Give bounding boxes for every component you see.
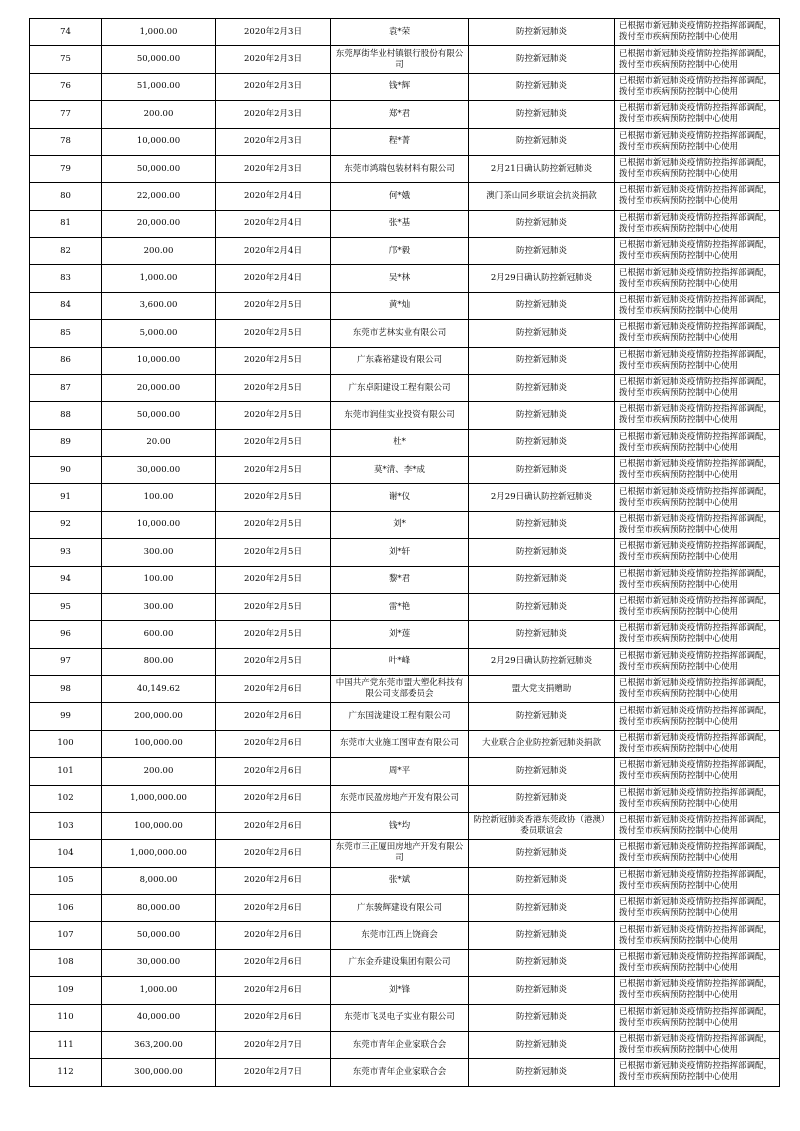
date-cell: 2020年2月6日 bbox=[216, 895, 331, 922]
row-number-cell: 95 bbox=[30, 593, 102, 620]
donor-cell: 袁*荣 bbox=[331, 19, 469, 46]
row-number-cell: 96 bbox=[30, 621, 102, 648]
amount-cell: 30,000.00 bbox=[102, 949, 216, 976]
fund-usage-cell: 已根据市新冠肺炎疫情防控指挥部调配，拨付至市疾病预防控制中心使用 bbox=[615, 539, 780, 566]
fund-usage-cell: 已根据市新冠肺炎疫情防控指挥部调配，拨付至市疾病预防控制中心使用 bbox=[615, 593, 780, 620]
fund-usage-cell: 已根据市新冠肺炎疫情防控指挥部调配，拨付至市疾病预防控制中心使用 bbox=[615, 320, 780, 347]
fund-usage-cell: 已根据市新冠肺炎疫情防控指挥部调配，拨付至市疾病预防控制中心使用 bbox=[615, 621, 780, 648]
table-row bbox=[30, 347, 780, 374]
fund-usage-cell: 已根据市新冠肺炎疫情防控指挥部调配，拨付至市疾病预防控制中心使用 bbox=[615, 840, 780, 867]
amount-cell: 40,000.00 bbox=[102, 1004, 216, 1031]
date-cell: 2020年2月4日 bbox=[216, 238, 331, 265]
purpose-cell: 防控新冠肺炎 bbox=[469, 128, 615, 155]
row-number-cell: 111 bbox=[30, 1031, 102, 1058]
fund-usage-cell: 已根据市新冠肺炎疫情防控指挥部调配，拨付至市疾病预防控制中心使用 bbox=[615, 1031, 780, 1058]
amount-cell: 200,000.00 bbox=[102, 703, 216, 730]
table-row bbox=[30, 922, 780, 949]
table-row bbox=[30, 648, 780, 675]
donor-cell: 广东骏辉建设有限公司 bbox=[331, 895, 469, 922]
purpose-cell: 防控新冠肺炎 bbox=[469, 73, 615, 100]
table-row bbox=[30, 429, 780, 456]
fund-usage-cell: 已根据市新冠肺炎疫情防控指挥部调配，拨付至市疾病预防控制中心使用 bbox=[615, 46, 780, 73]
row-number-cell: 82 bbox=[30, 238, 102, 265]
date-cell: 2020年2月5日 bbox=[216, 539, 331, 566]
row-number-cell: 108 bbox=[30, 949, 102, 976]
date-cell: 2020年2月5日 bbox=[216, 457, 331, 484]
purpose-cell: 防控新冠肺炎香港东莞政协（港澳）委员联谊会 bbox=[469, 812, 615, 839]
donor-cell: 刘* bbox=[331, 511, 469, 538]
amount-cell: 600.00 bbox=[102, 621, 216, 648]
donor-cell: 周*平 bbox=[331, 758, 469, 785]
amount-cell: 300.00 bbox=[102, 539, 216, 566]
date-cell: 2020年2月5日 bbox=[216, 566, 331, 593]
amount-cell: 800.00 bbox=[102, 648, 216, 675]
donor-cell: 东莞市民盈房地产开发有限公司 bbox=[331, 785, 469, 812]
purpose-cell: 2月29日确认防控新冠肺炎 bbox=[469, 265, 615, 292]
date-cell: 2020年2月7日 bbox=[216, 1031, 331, 1058]
date-cell: 2020年2月5日 bbox=[216, 429, 331, 456]
row-number-cell: 104 bbox=[30, 840, 102, 867]
amount-cell: 1,000.00 bbox=[102, 265, 216, 292]
amount-cell: 22,000.00 bbox=[102, 183, 216, 210]
donor-cell: 雷*艳 bbox=[331, 593, 469, 620]
purpose-cell: 防控新冠肺炎 bbox=[469, 374, 615, 401]
fund-usage-cell: 已根据市新冠肺炎疫情防控指挥部调配，拨付至市疾病预防控制中心使用 bbox=[615, 758, 780, 785]
date-cell: 2020年2月3日 bbox=[216, 73, 331, 100]
amount-cell: 50,000.00 bbox=[102, 155, 216, 182]
amount-cell: 300,000.00 bbox=[102, 1059, 216, 1086]
table-row bbox=[30, 238, 780, 265]
fund-usage-cell: 已根据市新冠肺炎疫情防控指挥部调配，拨付至市疾病预防控制中心使用 bbox=[615, 730, 780, 757]
row-number-cell: 83 bbox=[30, 265, 102, 292]
donor-cell: 广东森裕建设有限公司 bbox=[331, 347, 469, 374]
row-number-cell: 94 bbox=[30, 566, 102, 593]
date-cell: 2020年2月6日 bbox=[216, 1004, 331, 1031]
amount-cell: 5,000.00 bbox=[102, 320, 216, 347]
purpose-cell: 防控新冠肺炎 bbox=[469, 566, 615, 593]
date-cell: 2020年2月6日 bbox=[216, 840, 331, 867]
table-row bbox=[30, 101, 780, 128]
row-number-cell: 80 bbox=[30, 183, 102, 210]
amount-cell: 20,000.00 bbox=[102, 374, 216, 401]
purpose-cell: 防控新冠肺炎 bbox=[469, 593, 615, 620]
donor-cell: 中国共产党东莞市盟大塑化科技有限公司支部委员会 bbox=[331, 676, 469, 703]
amount-cell: 30,000.00 bbox=[102, 457, 216, 484]
row-number-cell: 92 bbox=[30, 511, 102, 538]
table-row bbox=[30, 676, 780, 703]
table-row bbox=[30, 812, 780, 839]
purpose-cell: 防控新冠肺炎 bbox=[469, 703, 615, 730]
date-cell: 2020年2月3日 bbox=[216, 155, 331, 182]
amount-cell: 10,000.00 bbox=[102, 128, 216, 155]
row-number-cell: 101 bbox=[30, 758, 102, 785]
amount-cell: 1,000.00 bbox=[102, 977, 216, 1004]
row-number-cell: 100 bbox=[30, 730, 102, 757]
donor-cell: 东莞市飞灵电子实业有限公司 bbox=[331, 1004, 469, 1031]
donor-cell: 东莞市大业施工图审查有限公司 bbox=[331, 730, 469, 757]
fund-usage-cell: 已根据市新冠肺炎疫情防控指挥部调配，拨付至市疾病预防控制中心使用 bbox=[615, 676, 780, 703]
donor-cell: 郑*君 bbox=[331, 101, 469, 128]
donor-cell: 东莞市鸿瑞包装材料有限公司 bbox=[331, 155, 469, 182]
amount-cell: 10,000.00 bbox=[102, 511, 216, 538]
fund-usage-cell: 已根据市新冠肺炎疫情防控指挥部调配，拨付至市疾病预防控制中心使用 bbox=[615, 703, 780, 730]
row-number-cell: 85 bbox=[30, 320, 102, 347]
row-number-cell: 99 bbox=[30, 703, 102, 730]
donor-cell: 东莞厚街华业村镇银行股份有限公司 bbox=[331, 46, 469, 73]
row-number-cell: 97 bbox=[30, 648, 102, 675]
table-row bbox=[30, 457, 780, 484]
fund-usage-cell: 已根据市新冠肺炎疫情防控指挥部调配，拨付至市疾病预防控制中心使用 bbox=[615, 867, 780, 894]
date-cell: 2020年2月5日 bbox=[216, 320, 331, 347]
row-number-cell: 110 bbox=[30, 1004, 102, 1031]
donor-cell: 刘*轩 bbox=[331, 539, 469, 566]
purpose-cell: 防控新冠肺炎 bbox=[469, 292, 615, 319]
purpose-cell: 防控新冠肺炎 bbox=[469, 949, 615, 976]
fund-usage-cell: 已根据市新冠肺炎疫情防控指挥部调配，拨付至市疾病预防控制中心使用 bbox=[615, 183, 780, 210]
table-row bbox=[30, 593, 780, 620]
row-number-cell: 76 bbox=[30, 73, 102, 100]
table-row bbox=[30, 703, 780, 730]
table-row bbox=[30, 292, 780, 319]
row-number-cell: 91 bbox=[30, 484, 102, 511]
date-cell: 2020年2月6日 bbox=[216, 977, 331, 1004]
purpose-cell: 防控新冠肺炎 bbox=[469, 347, 615, 374]
purpose-cell: 防控新冠肺炎 bbox=[469, 1004, 615, 1031]
table-row bbox=[30, 183, 780, 210]
fund-usage-cell: 已根据市新冠肺炎疫情防控指挥部调配，拨付至市疾病预防控制中心使用 bbox=[615, 155, 780, 182]
donor-cell: 广东卓阳建设工程有限公司 bbox=[331, 374, 469, 401]
row-number-cell: 103 bbox=[30, 812, 102, 839]
date-cell: 2020年2月5日 bbox=[216, 374, 331, 401]
row-number-cell: 106 bbox=[30, 895, 102, 922]
amount-cell: 363,200.00 bbox=[102, 1031, 216, 1058]
amount-cell: 50,000.00 bbox=[102, 402, 216, 429]
purpose-cell: 防控新冠肺炎 bbox=[469, 621, 615, 648]
fund-usage-cell: 已根据市新冠肺炎疫情防控指挥部调配，拨付至市疾病预防控制中心使用 bbox=[615, 19, 780, 46]
donor-cell: 刘*莲 bbox=[331, 621, 469, 648]
fund-usage-cell: 已根据市新冠肺炎疫情防控指挥部调配，拨付至市疾病预防控制中心使用 bbox=[615, 1059, 780, 1086]
donor-cell: 东莞市青年企业家联合会 bbox=[331, 1031, 469, 1058]
fund-usage-cell: 已根据市新冠肺炎疫情防控指挥部调配，拨付至市疾病预防控制中心使用 bbox=[615, 812, 780, 839]
donor-cell: 东莞市润佳实业投资有限公司 bbox=[331, 402, 469, 429]
date-cell: 2020年2月5日 bbox=[216, 621, 331, 648]
fund-usage-cell: 已根据市新冠肺炎疫情防控指挥部调配，拨付至市疾病预防控制中心使用 bbox=[615, 374, 780, 401]
table-row bbox=[30, 402, 780, 429]
purpose-cell: 防控新冠肺炎 bbox=[469, 867, 615, 894]
date-cell: 2020年2月5日 bbox=[216, 593, 331, 620]
amount-cell: 51,000.00 bbox=[102, 73, 216, 100]
fund-usage-cell: 已根据市新冠肺炎疫情防控指挥部调配，拨付至市疾病预防控制中心使用 bbox=[615, 895, 780, 922]
amount-cell: 3,600.00 bbox=[102, 292, 216, 319]
donation-table bbox=[29, 18, 780, 1087]
fund-usage-cell: 已根据市新冠肺炎疫情防控指挥部调配，拨付至市疾病预防控制中心使用 bbox=[615, 429, 780, 456]
purpose-cell: 防控新冠肺炎 bbox=[469, 101, 615, 128]
table-row bbox=[30, 895, 780, 922]
amount-cell: 1,000,000.00 bbox=[102, 840, 216, 867]
date-cell: 2020年2月6日 bbox=[216, 730, 331, 757]
table-row bbox=[30, 785, 780, 812]
table-row bbox=[30, 977, 780, 1004]
date-cell: 2020年2月4日 bbox=[216, 183, 331, 210]
date-cell: 2020年2月6日 bbox=[216, 949, 331, 976]
donor-cell: 程*菁 bbox=[331, 128, 469, 155]
purpose-cell: 防控新冠肺炎 bbox=[469, 758, 615, 785]
date-cell: 2020年2月6日 bbox=[216, 758, 331, 785]
table-row bbox=[30, 867, 780, 894]
row-number-cell: 88 bbox=[30, 402, 102, 429]
table-row bbox=[30, 949, 780, 976]
date-cell: 2020年2月6日 bbox=[216, 703, 331, 730]
donation-table-page bbox=[29, 18, 779, 1087]
amount-cell: 100.00 bbox=[102, 566, 216, 593]
amount-cell: 20.00 bbox=[102, 429, 216, 456]
donor-cell: 邝*毅 bbox=[331, 238, 469, 265]
date-cell: 2020年2月4日 bbox=[216, 210, 331, 237]
donor-cell: 黎*君 bbox=[331, 566, 469, 593]
fund-usage-cell: 已根据市新冠肺炎疫情防控指挥部调配，拨付至市疾病预防控制中心使用 bbox=[615, 648, 780, 675]
row-number-cell: 77 bbox=[30, 101, 102, 128]
amount-cell: 10,000.00 bbox=[102, 347, 216, 374]
donor-cell: 黄*灿 bbox=[331, 292, 469, 319]
fund-usage-cell: 已根据市新冠肺炎疫情防控指挥部调配，拨付至市疾病预防控制中心使用 bbox=[615, 210, 780, 237]
purpose-cell: 2月29日确认防控新冠肺炎 bbox=[469, 648, 615, 675]
donor-cell: 刘*锋 bbox=[331, 977, 469, 1004]
table-row bbox=[30, 758, 780, 785]
fund-usage-cell: 已根据市新冠肺炎疫情防控指挥部调配，拨付至市疾病预防控制中心使用 bbox=[615, 402, 780, 429]
purpose-cell: 防控新冠肺炎 bbox=[469, 210, 615, 237]
donor-cell: 何*娥 bbox=[331, 183, 469, 210]
fund-usage-cell: 已根据市新冠肺炎疫情防控指挥部调配，拨付至市疾病预防控制中心使用 bbox=[615, 101, 780, 128]
fund-usage-cell: 已根据市新冠肺炎疫情防控指挥部调配，拨付至市疾病预防控制中心使用 bbox=[615, 238, 780, 265]
donation-table-body bbox=[30, 19, 780, 1087]
purpose-cell: 防控新冠肺炎 bbox=[469, 539, 615, 566]
row-number-cell: 79 bbox=[30, 155, 102, 182]
fund-usage-cell: 已根据市新冠肺炎疫情防控指挥部调配，拨付至市疾病预防控制中心使用 bbox=[615, 977, 780, 1004]
date-cell: 2020年2月5日 bbox=[216, 648, 331, 675]
purpose-cell: 盟大党支捐赠助 bbox=[469, 676, 615, 703]
amount-cell: 1,000.00 bbox=[102, 19, 216, 46]
amount-cell: 1,000,000.00 bbox=[102, 785, 216, 812]
donor-cell: 东莞市青年企业家联合会 bbox=[331, 1059, 469, 1086]
purpose-cell: 2月21日确认防控新冠肺炎 bbox=[469, 155, 615, 182]
amount-cell: 20,000.00 bbox=[102, 210, 216, 237]
purpose-cell: 防控新冠肺炎 bbox=[469, 1059, 615, 1086]
date-cell: 2020年2月6日 bbox=[216, 812, 331, 839]
table-row bbox=[30, 320, 780, 347]
purpose-cell: 防控新冠肺炎 bbox=[469, 977, 615, 1004]
amount-cell: 50,000.00 bbox=[102, 46, 216, 73]
fund-usage-cell: 已根据市新冠肺炎疫情防控指挥部调配，拨付至市疾病预防控制中心使用 bbox=[615, 922, 780, 949]
purpose-cell: 防控新冠肺炎 bbox=[469, 511, 615, 538]
donor-cell: 张*斌 bbox=[331, 867, 469, 894]
row-number-cell: 105 bbox=[30, 867, 102, 894]
donor-cell: 莫*清、李*成 bbox=[331, 457, 469, 484]
table-row bbox=[30, 1031, 780, 1058]
purpose-cell: 防控新冠肺炎 bbox=[469, 1031, 615, 1058]
row-number-cell: 87 bbox=[30, 374, 102, 401]
table-row bbox=[30, 265, 780, 292]
fund-usage-cell: 已根据市新冠肺炎疫情防控指挥部调配，拨付至市疾病预防控制中心使用 bbox=[615, 457, 780, 484]
donor-cell: 东莞市艺林实业有限公司 bbox=[331, 320, 469, 347]
donor-cell: 钱*辉 bbox=[331, 73, 469, 100]
donor-cell: 谢*仪 bbox=[331, 484, 469, 511]
fund-usage-cell: 已根据市新冠肺炎疫情防控指挥部调配，拨付至市疾病预防控制中心使用 bbox=[615, 785, 780, 812]
date-cell: 2020年2月6日 bbox=[216, 785, 331, 812]
purpose-cell: 2月29日确认防控新冠肺炎 bbox=[469, 484, 615, 511]
purpose-cell: 防控新冠肺炎 bbox=[469, 785, 615, 812]
donor-cell: 叶*峰 bbox=[331, 648, 469, 675]
purpose-cell: 防控新冠肺炎 bbox=[469, 457, 615, 484]
purpose-cell: 防控新冠肺炎 bbox=[469, 19, 615, 46]
table-row bbox=[30, 484, 780, 511]
date-cell: 2020年2月5日 bbox=[216, 402, 331, 429]
amount-cell: 100.00 bbox=[102, 484, 216, 511]
table-row bbox=[30, 128, 780, 155]
fund-usage-cell: 已根据市新冠肺炎疫情防控指挥部调配，拨付至市疾病预防控制中心使用 bbox=[615, 511, 780, 538]
row-number-cell: 109 bbox=[30, 977, 102, 1004]
row-number-cell: 90 bbox=[30, 457, 102, 484]
fund-usage-cell: 已根据市新冠肺炎疫情防控指挥部调配，拨付至市疾病预防控制中心使用 bbox=[615, 292, 780, 319]
date-cell: 2020年2月6日 bbox=[216, 867, 331, 894]
table-row bbox=[30, 73, 780, 100]
amount-cell: 300.00 bbox=[102, 593, 216, 620]
purpose-cell: 防控新冠肺炎 bbox=[469, 922, 615, 949]
purpose-cell: 防控新冠肺炎 bbox=[469, 402, 615, 429]
date-cell: 2020年2月3日 bbox=[216, 128, 331, 155]
amount-cell: 200.00 bbox=[102, 238, 216, 265]
purpose-cell: 防控新冠肺炎 bbox=[469, 238, 615, 265]
table-row bbox=[30, 210, 780, 237]
table-row bbox=[30, 374, 780, 401]
amount-cell: 8,000.00 bbox=[102, 867, 216, 894]
table-row bbox=[30, 46, 780, 73]
donor-cell: 东莞市江西上饶商会 bbox=[331, 922, 469, 949]
row-number-cell: 74 bbox=[30, 19, 102, 46]
row-number-cell: 89 bbox=[30, 429, 102, 456]
purpose-cell: 防控新冠肺炎 bbox=[469, 46, 615, 73]
donor-cell: 钱*均 bbox=[331, 812, 469, 839]
table-row bbox=[30, 539, 780, 566]
date-cell: 2020年2月5日 bbox=[216, 292, 331, 319]
donor-cell: 广东国泷建设工程有限公司 bbox=[331, 703, 469, 730]
date-cell: 2020年2月3日 bbox=[216, 46, 331, 73]
table-row bbox=[30, 1004, 780, 1031]
donor-cell: 吴*林 bbox=[331, 265, 469, 292]
date-cell: 2020年2月3日 bbox=[216, 101, 331, 128]
table-row bbox=[30, 155, 780, 182]
row-number-cell: 107 bbox=[30, 922, 102, 949]
date-cell: 2020年2月5日 bbox=[216, 347, 331, 374]
purpose-cell: 防控新冠肺炎 bbox=[469, 429, 615, 456]
amount-cell: 50,000.00 bbox=[102, 922, 216, 949]
amount-cell: 200.00 bbox=[102, 758, 216, 785]
fund-usage-cell: 已根据市新冠肺炎疫情防控指挥部调配，拨付至市疾病预防控制中心使用 bbox=[615, 566, 780, 593]
date-cell: 2020年2月5日 bbox=[216, 484, 331, 511]
row-number-cell: 86 bbox=[30, 347, 102, 374]
donor-cell: 张*基 bbox=[331, 210, 469, 237]
date-cell: 2020年2月4日 bbox=[216, 265, 331, 292]
table-row bbox=[30, 1059, 780, 1086]
row-number-cell: 81 bbox=[30, 210, 102, 237]
row-number-cell: 98 bbox=[30, 676, 102, 703]
date-cell: 2020年2月5日 bbox=[216, 511, 331, 538]
fund-usage-cell: 已根据市新冠肺炎疫情防控指挥部调配，拨付至市疾病预防控制中心使用 bbox=[615, 128, 780, 155]
purpose-cell: 防控新冠肺炎 bbox=[469, 320, 615, 347]
table-row bbox=[30, 566, 780, 593]
row-number-cell: 84 bbox=[30, 292, 102, 319]
donor-cell: 东莞市三正厦田房地产开发有限公司 bbox=[331, 840, 469, 867]
date-cell: 2020年2月6日 bbox=[216, 676, 331, 703]
purpose-cell: 防控新冠肺炎 bbox=[469, 895, 615, 922]
date-cell: 2020年2月7日 bbox=[216, 1059, 331, 1086]
fund-usage-cell: 已根据市新冠肺炎疫情防控指挥部调配，拨付至市疾病预防控制中心使用 bbox=[615, 484, 780, 511]
row-number-cell: 93 bbox=[30, 539, 102, 566]
donor-cell: 杜* bbox=[331, 429, 469, 456]
fund-usage-cell: 已根据市新冠肺炎疫情防控指挥部调配，拨付至市疾病预防控制中心使用 bbox=[615, 949, 780, 976]
row-number-cell: 112 bbox=[30, 1059, 102, 1086]
amount-cell: 200.00 bbox=[102, 101, 216, 128]
table-row bbox=[30, 511, 780, 538]
purpose-cell: 大业联合企业防控新冠肺炎捐款 bbox=[469, 730, 615, 757]
amount-cell: 80,000.00 bbox=[102, 895, 216, 922]
donor-cell: 广东金乔建设集团有限公司 bbox=[331, 949, 469, 976]
fund-usage-cell: 已根据市新冠肺炎疫情防控指挥部调配，拨付至市疾病预防控制中心使用 bbox=[615, 265, 780, 292]
row-number-cell: 78 bbox=[30, 128, 102, 155]
fund-usage-cell: 已根据市新冠肺炎疫情防控指挥部调配，拨付至市疾病预防控制中心使用 bbox=[615, 1004, 780, 1031]
amount-cell: 40,149.62 bbox=[102, 676, 216, 703]
purpose-cell: 澳门茶山同乡联谊会抗炎捐款 bbox=[469, 183, 615, 210]
purpose-cell: 防控新冠肺炎 bbox=[469, 840, 615, 867]
amount-cell: 100,000.00 bbox=[102, 730, 216, 757]
row-number-cell: 102 bbox=[30, 785, 102, 812]
table-row bbox=[30, 621, 780, 648]
fund-usage-cell: 已根据市新冠肺炎疫情防控指挥部调配，拨付至市疾病预防控制中心使用 bbox=[615, 73, 780, 100]
date-cell: 2020年2月6日 bbox=[216, 922, 331, 949]
table-row bbox=[30, 840, 780, 867]
row-number-cell: 75 bbox=[30, 46, 102, 73]
table-row bbox=[30, 730, 780, 757]
fund-usage-cell: 已根据市新冠肺炎疫情防控指挥部调配，拨付至市疾病预防控制中心使用 bbox=[615, 347, 780, 374]
date-cell: 2020年2月3日 bbox=[216, 19, 331, 46]
table-row bbox=[30, 19, 780, 46]
amount-cell: 100,000.00 bbox=[102, 812, 216, 839]
